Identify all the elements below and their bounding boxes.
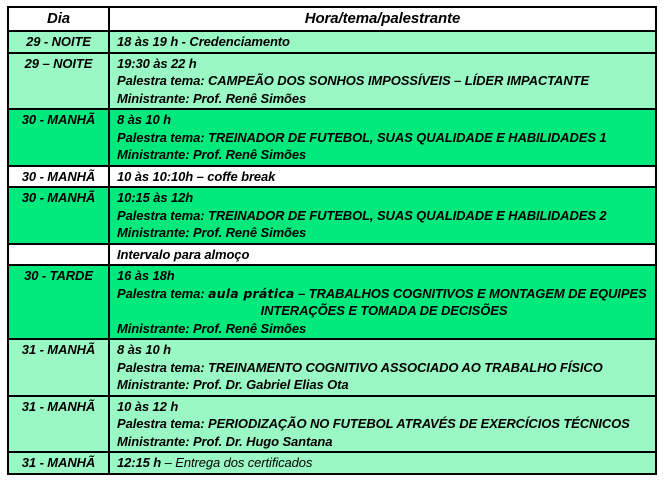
- schedule-rows: [8, 31, 656, 474]
- day-cell: 30 - MANHÃ: [8, 187, 109, 244]
- text-segment: 8 às 10 h: [117, 342, 172, 357]
- day-cell: 29 - NOITE: [8, 31, 109, 53]
- schedule-line: [117, 168, 651, 186]
- table-row: [8, 166, 656, 188]
- text-segment: Intervalo para almoço: [117, 246, 250, 262]
- schedule-line: [117, 90, 651, 108]
- schedule-line: [117, 55, 651, 73]
- text-segment: Palestra tema:: [117, 285, 208, 301]
- schedule-line: [117, 341, 651, 359]
- schedule-cell: [109, 53, 656, 110]
- schedule-line: [117, 285, 651, 303]
- table-row: [8, 53, 656, 110]
- schedule-line: [117, 146, 651, 164]
- text-segment: 8 às 10 h: [117, 112, 172, 127]
- header-row: [8, 7, 656, 31]
- schedule-line: [117, 72, 651, 90]
- text-segment: Palestra tema: CAMPEÃO DOS SONHOS IMPOSSÍVEIS – LÍDER IMPACTANTE: [117, 73, 590, 88]
- schedule-line: [117, 302, 651, 320]
- schedule-line: [117, 359, 651, 377]
- schedule-cell: [109, 265, 656, 339]
- text-segment: INTERAÇÕES E TOMADA DE DECISÕES: [260, 303, 508, 318]
- text-segment: 19:30 às 22 h: [117, 55, 197, 71]
- schedule-cell: [109, 187, 656, 244]
- schedule-line: [117, 246, 651, 264]
- table-row: [8, 109, 656, 166]
- schedule-line: [117, 267, 651, 285]
- schedule-cell: [109, 109, 656, 166]
- text-segment: Ministrante: Prof. Renê Simões: [117, 90, 307, 106]
- text-segment: – Entrega dos certificados: [164, 455, 313, 470]
- column-header-dia: Dia: [8, 7, 109, 31]
- text-segment: Ministrante: Prof. Dr. Gabriel Elias Ota: [117, 377, 349, 392]
- schedule-line: [117, 129, 651, 147]
- text-segment: 12:15 h: [117, 455, 165, 470]
- table-row: [8, 187, 656, 244]
- schedule-line: [117, 398, 651, 416]
- schedule-cell: [109, 244, 656, 266]
- schedule-line: [117, 224, 651, 242]
- day-cell: 31 - MANHÃ: [8, 339, 109, 396]
- schedule-cell: [109, 166, 656, 188]
- schedule-line: [117, 33, 651, 51]
- text-segment: Palestra tema: TREINADOR DE FUTEBOL, SUAS QUALIDADE E HABILIDADES 1: [117, 129, 607, 145]
- table-row: [8, 244, 656, 266]
- text-segment: Palestra tema: PERIODIZAÇÃO NO FUTEBOL ATRAVÉS DE EXERCÍCIOS TÉCNICOS: [117, 416, 630, 431]
- schedule-line: [117, 433, 651, 451]
- column-header-hora-tema-palestrante: Hora/tema/palestrante: [109, 7, 656, 31]
- schedule-line: [117, 111, 651, 129]
- day-cell: 30 - TARDE: [8, 265, 109, 339]
- day-cell: [8, 244, 109, 266]
- schedule-cell: [109, 339, 656, 396]
- schedule-cell: [109, 31, 656, 53]
- text-segment: – TRABALHOS COGNITIVOS E MONTAGEM DE EQUIPES: [294, 285, 647, 301]
- schedule-table: [7, 6, 657, 475]
- text-segment: 10:15 às 12h: [117, 190, 194, 205]
- text-segment: Ministrante: Prof. Renê Simões: [117, 320, 307, 336]
- text-segment: aula prática: [208, 285, 295, 301]
- table-row: [8, 31, 656, 53]
- schedule-cell: [109, 452, 656, 474]
- text-segment: 16 às 18h: [117, 268, 175, 283]
- day-cell: 30 - MANHÃ: [8, 166, 109, 188]
- schedule-line: [117, 454, 651, 472]
- text-segment: 10 às 12 h: [117, 398, 179, 414]
- table-row: [8, 396, 656, 453]
- schedule-line: [117, 376, 651, 394]
- schedule-line: [117, 320, 651, 338]
- text-segment: Palestra tema: TREINADOR DE FUTEBOL, SUAS QUALIDADE E HABILIDADES 2: [117, 207, 607, 223]
- day-cell: 31 - MANHÃ: [8, 396, 109, 453]
- schedule-cell: [109, 396, 656, 453]
- text-segment: Palestra tema: TREINAMENTO COGNITIVO ASSOCIADO AO TRABALHO FÍSICO: [117, 359, 603, 375]
- day-cell: 29 – NOITE: [8, 53, 109, 110]
- text-segment: Ministrante: Prof. Renê Simões: [117, 225, 307, 240]
- text-segment: 10 às 10:10h – coffe break: [117, 168, 276, 184]
- table-row: [8, 265, 656, 339]
- text-segment: Ministrante: Prof. Renê Simões: [117, 147, 307, 162]
- text-segment: 18 às 19 h - Credenciamento: [117, 34, 290, 49]
- table-row: [8, 452, 656, 474]
- schedule-line: [117, 189, 651, 207]
- day-cell: 30 - MANHÃ: [8, 109, 109, 166]
- schedule-line: [117, 415, 651, 433]
- day-cell: 31 - MANHÃ: [8, 452, 109, 474]
- schedule-line: [117, 207, 651, 225]
- table-row: [8, 339, 656, 396]
- text-segment: Ministrante: Prof. Dr. Hugo Santana: [117, 433, 333, 449]
